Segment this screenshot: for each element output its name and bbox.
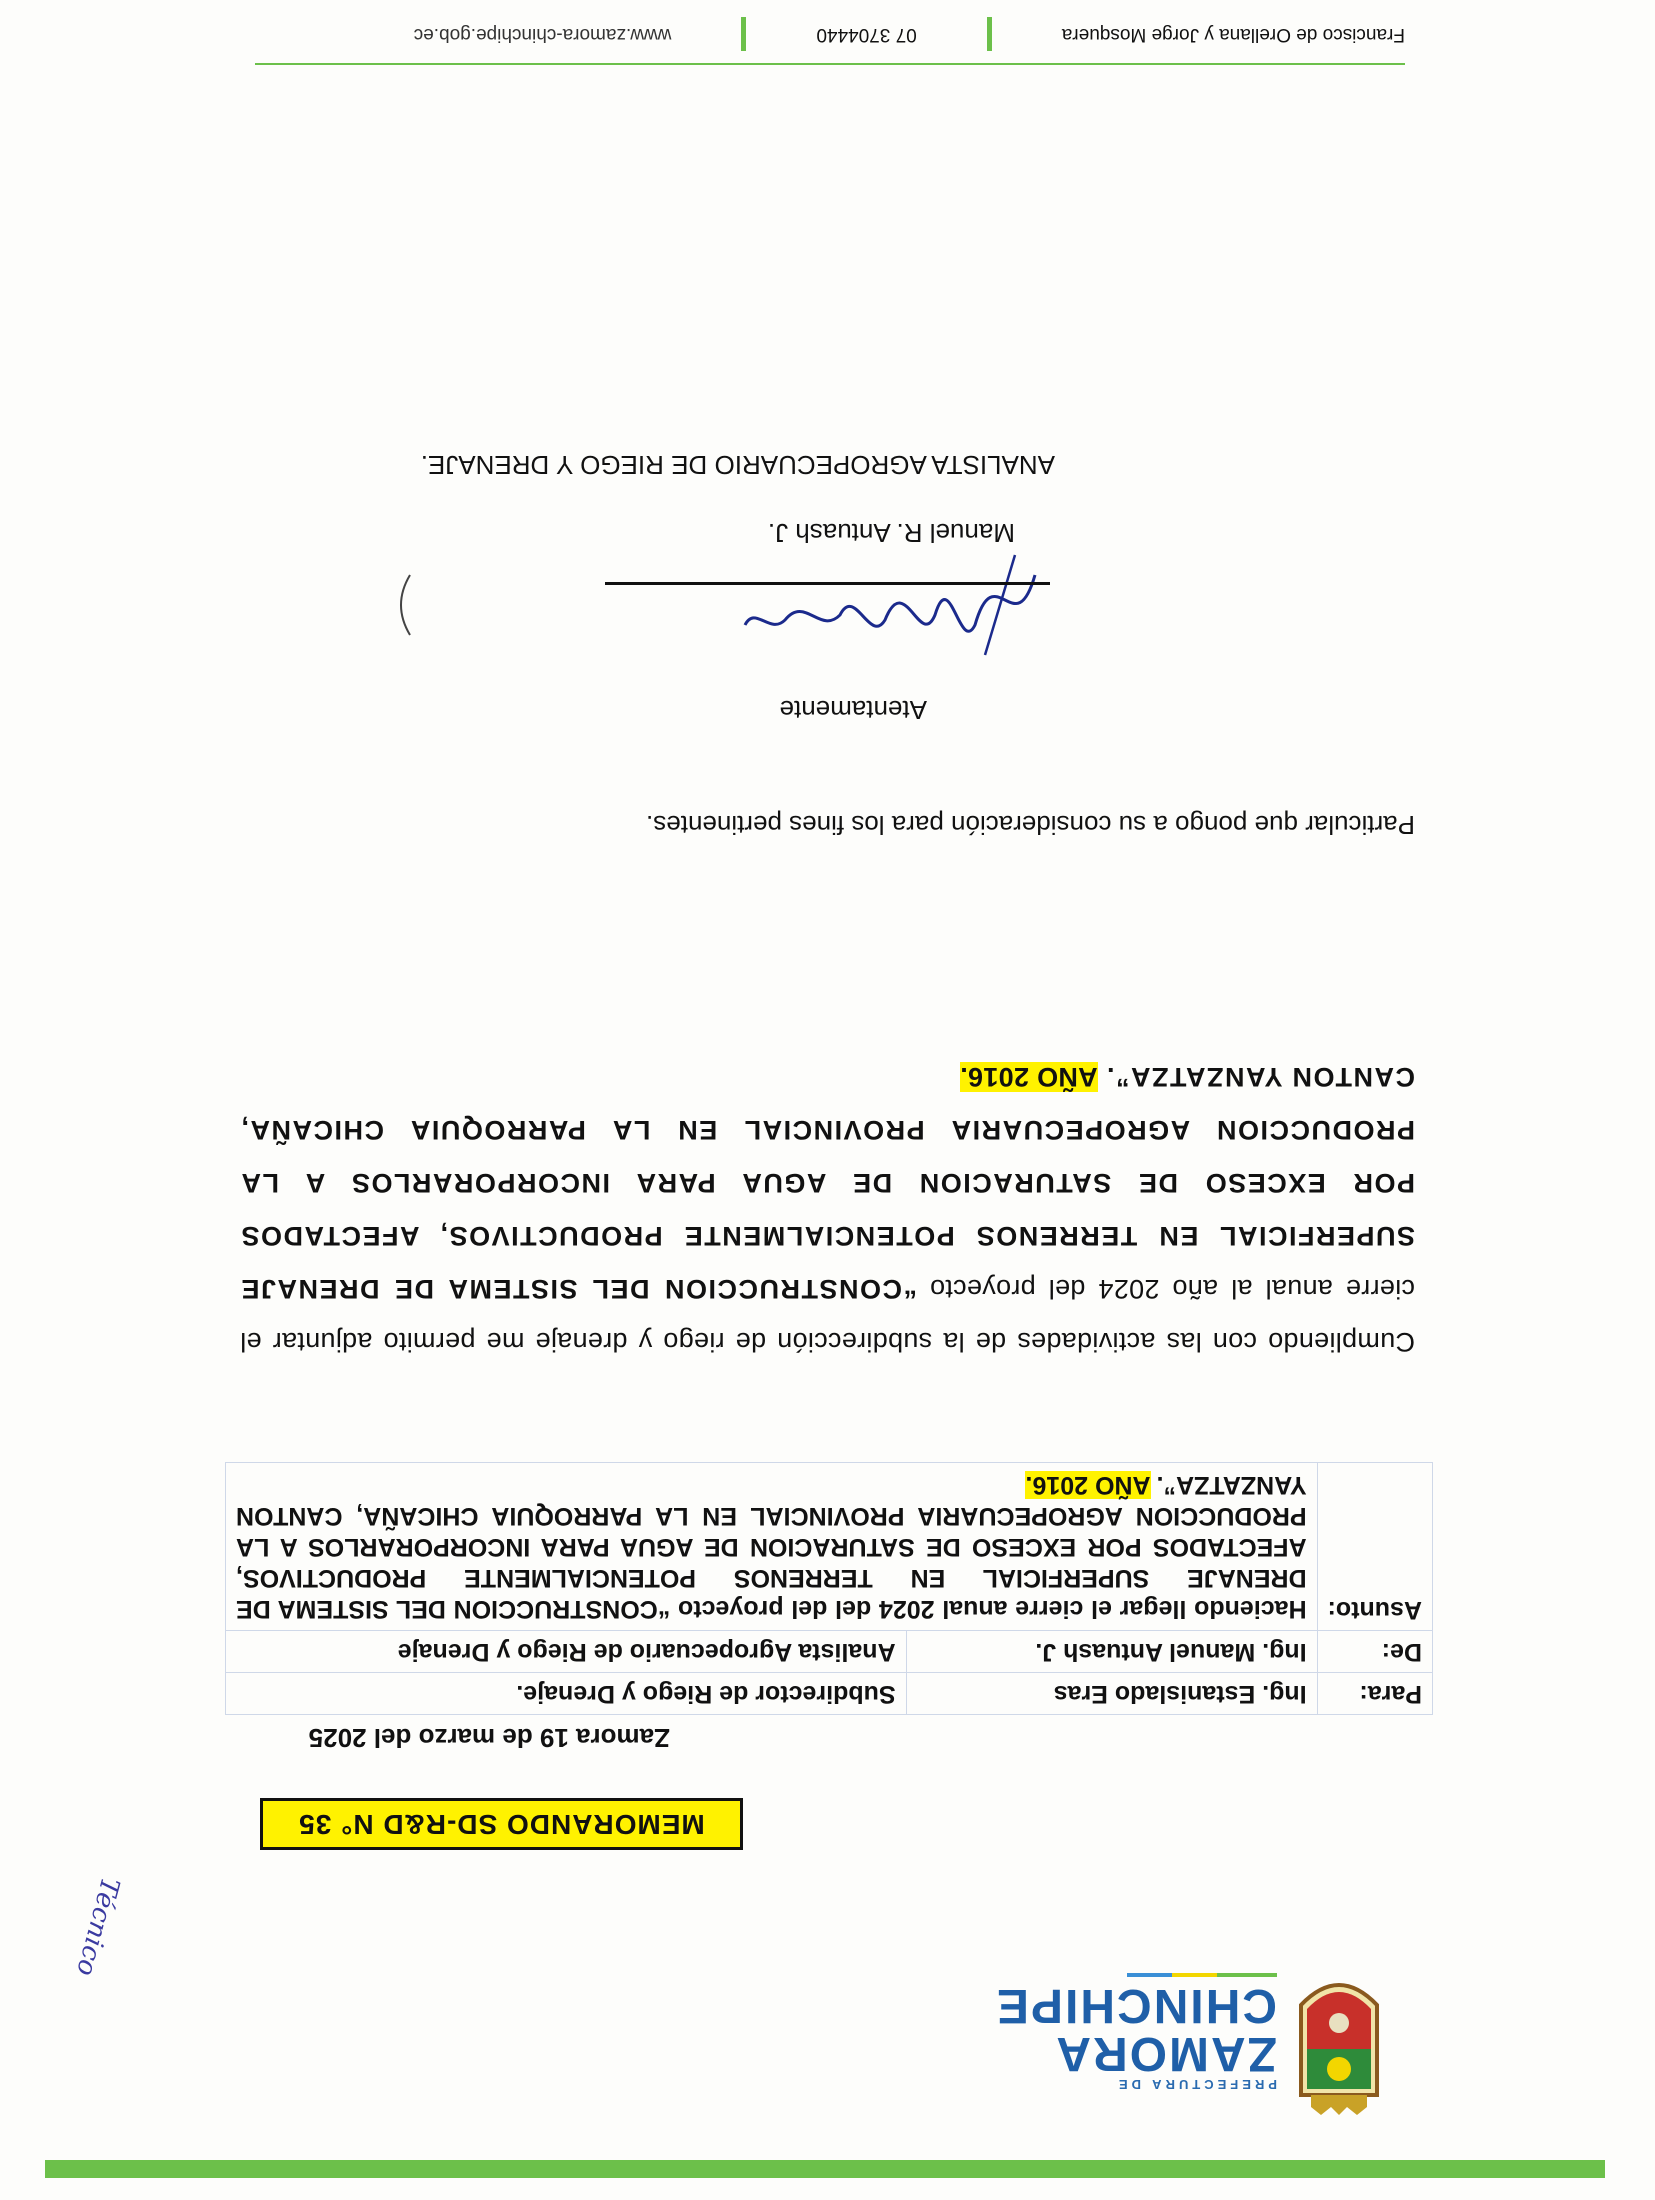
para-label: Para: <box>1317 1673 1432 1715</box>
footer <box>255 17 1405 65</box>
para-row <box>226 1673 1433 1715</box>
footer-separator <box>987 17 992 51</box>
logo-chinchipe-text: CHINCHIPE <box>994 1979 1277 2032</box>
memo-date: Zamora 19 de marzo del 2025 <box>308 1723 670 1753</box>
de-label: De: <box>1317 1631 1432 1673</box>
logo-zamora-text: ZAMORA <box>1054 2027 1277 2080</box>
signer-name: Manuel R. Antuash J. <box>767 518 1015 548</box>
asunto-text <box>226 1463 1318 1631</box>
footer-address: Francisco de Orellana y Jorge Mosquera <box>1061 24 1405 45</box>
asunto-lead: Haciendo llegar el cierre anual 2024 del del proyecto <box>677 1595 1307 1623</box>
de-name: Ing. Manuel Antuash J. <box>906 1631 1317 1673</box>
footer-separator <box>741 17 746 51</box>
body-intro: Cumpliendo con las actividades de la subdirección de riego y drenaje me permito adjuntar el cierre anual al año 2024 del proyecto <box>240 1274 1415 1357</box>
signer-title: ANALISTA AGROPECUARIO DE RIEGO Y DRENAJE. <box>420 450 1055 480</box>
handwritten-note: Técnico <box>69 1874 125 1980</box>
memo-header-table <box>225 1462 1433 1715</box>
de-row <box>226 1631 1433 1673</box>
prefectura-logo <box>995 1973 1277 2092</box>
body-highlight: AÑO 2016. <box>959 1062 1098 1092</box>
para-name: Ing. Estanislado Eras <box>906 1673 1317 1715</box>
salutation: Atentamente <box>779 695 927 725</box>
asunto-highlight: AÑO 2016. <box>1025 1471 1151 1499</box>
para-role: Subdirector de Riego y Drenaje. <box>226 1673 907 1715</box>
memo-body <box>240 1050 1415 1368</box>
header-green-bar <box>45 2160 1605 2178</box>
body-project: “CONSTRUCCION DEL SISTEMA DE DRENAJE SUPERFICIAL EN TERRENOS POTENCIALMENTE PRODUCTIVOS, AFECTADOS POR EXCESO DE SATURACION DE AGUA PARA INCORPORARLOS A LA PRODUCCION AGROPECUARIA PROVINCIAL EN LA PARROQUIA CHICAÑA, CANTON YANZATZA”. <box>240 1062 1415 1304</box>
closing-text: Particular que pongo a su consideración para los fines pertinentes. <box>646 810 1415 840</box>
asunto-row <box>226 1463 1433 1631</box>
logo-small-text: PREFECTURA DE <box>1114 2077 1277 2092</box>
asunto-body: “CONSTRUCCION DEL SISTEMA DE DRENAJE SUPERFICIAL EN TERRENOS POTENCIALMENTE PRODUCTIVOS, AFECTADOS POR EXCESO DE SATURACION DE AGUA PARA INCORPORARLOS A LA PRODUCCION AGROPECUARIA PROVINCIAL EN LA PARROQUIA CHICAÑA, CANTON YANZATZA”. <box>236 1471 1307 1623</box>
signature-line <box>605 582 1050 585</box>
footer-phone: 07 3704440 <box>816 24 917 45</box>
coat-of-arms-icon <box>1291 1955 1387 2115</box>
de-role: Analista Agropecuario de Riego y Drenaje <box>226 1631 907 1673</box>
memo-title: MEMORANDO SD-R&D N° 35 <box>260 1798 743 1850</box>
logo-color-line <box>1127 1973 1277 1977</box>
pen-mark-icon <box>390 570 420 640</box>
asunto-label: Asunto: <box>1317 1463 1432 1631</box>
footer-website-link[interactable]: www.zamora-chinchipe.gob.ec <box>413 24 672 45</box>
signature-icon <box>735 545 1055 665</box>
